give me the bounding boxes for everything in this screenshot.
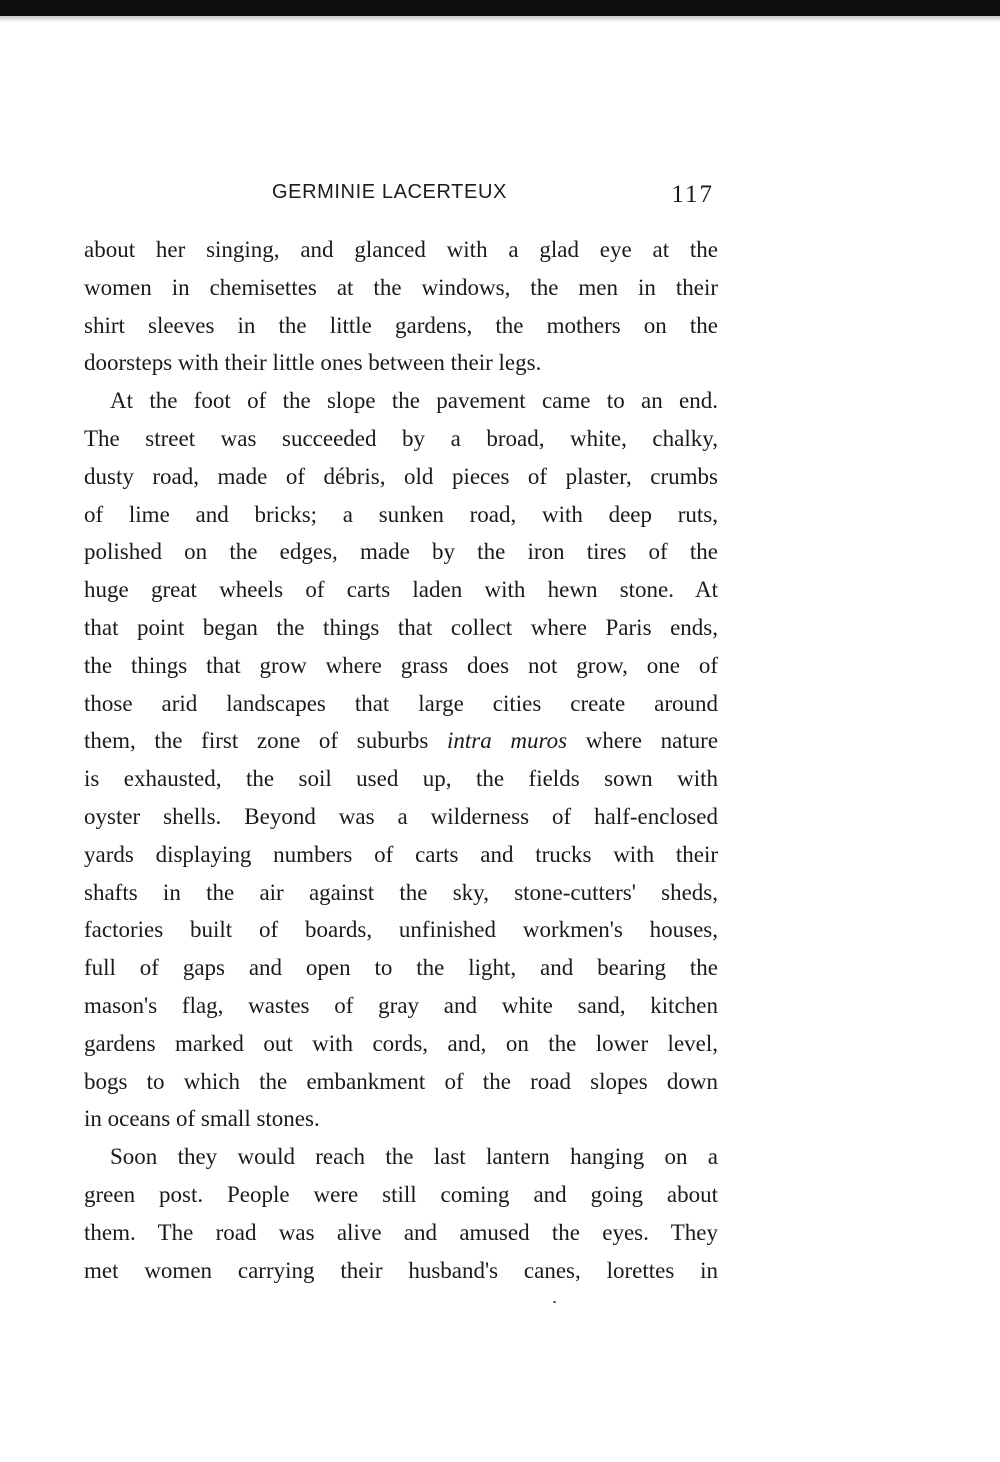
text-line: women in chemisettes at the windows, the men in their xyxy=(84,274,718,300)
text-line: those arid landscapes that large cities create around xyxy=(84,690,718,716)
scan-speck xyxy=(553,1301,556,1303)
text-line: in oceans of small stones. xyxy=(84,1106,320,1132)
text-line: that point began the things that collect where Paris ends, xyxy=(84,614,718,640)
text-line: dusty road, made of débris, old pieces of plaster, crumbs xyxy=(84,463,718,489)
text-line: bogs to which the embankment of the road slopes down xyxy=(84,1068,718,1094)
text-segment: them, the first zone of suburbs xyxy=(84,728,429,754)
paragraph-first-line: At the foot of the slope the pavement came to an end. xyxy=(110,388,718,414)
text-line: about her singing, and glanced with a glad eye at the xyxy=(84,237,718,262)
text-segment: where nature xyxy=(585,728,718,754)
text-line: gardens marked out with cords, and, on the lower level, xyxy=(84,1030,718,1056)
text-line-with-italic xyxy=(84,722,718,760)
text-line: huge great wheels of carts laden with hewn stone. At xyxy=(84,577,718,603)
text-line: doorsteps with their little ones between their legs. xyxy=(84,350,542,376)
text-line: met women carrying their husband's canes, lorettes in xyxy=(84,1257,718,1283)
text-line: The street was succeeded by a broad, white, chalky, xyxy=(84,425,718,451)
text-line: them. The road was alive and amused the eyes. They xyxy=(84,1219,718,1245)
text-line: full of gaps and open to the light, and bearing the xyxy=(84,955,718,981)
body-text xyxy=(84,231,718,1289)
text-line: green post. People were still coming and going about xyxy=(84,1181,718,1207)
text-line: shafts in the air against the sky, stone-cutters' sheds, xyxy=(84,879,718,905)
paragraph-first-line: Soon they would reach the last lantern hanging on a xyxy=(110,1144,718,1170)
text-line: factories built of boards, unfinished workmen's houses, xyxy=(84,917,718,943)
running-head xyxy=(84,181,718,211)
scan-top-border xyxy=(0,0,1000,16)
text-line: shirt sleeves in the little gardens, the mothers on the xyxy=(84,312,718,338)
text-line: polished on the edges, made by the iron tires of the xyxy=(84,539,718,565)
text-line: of lime and bricks; a sunken road, with deep ruts, xyxy=(84,501,718,527)
text-line: oyster shells. Beyond was a wilderness of half-enclosed xyxy=(84,803,718,829)
page-number: 117 xyxy=(671,181,714,208)
text-line: the things that grow where grass does not grow, one of xyxy=(84,652,718,678)
text-line: mason's flag, wastes of gray and white sand, kitchen xyxy=(84,992,718,1018)
running-title: GERMINIE LACERTEUX xyxy=(272,181,507,203)
italic-phrase: intra muros xyxy=(447,728,568,754)
text-line: yards displaying numbers of carts and trucks with their xyxy=(84,841,718,867)
text-line: is exhausted, the soil used up, the fields sown with xyxy=(84,766,718,792)
scan-top-border-shadow xyxy=(0,16,1000,22)
